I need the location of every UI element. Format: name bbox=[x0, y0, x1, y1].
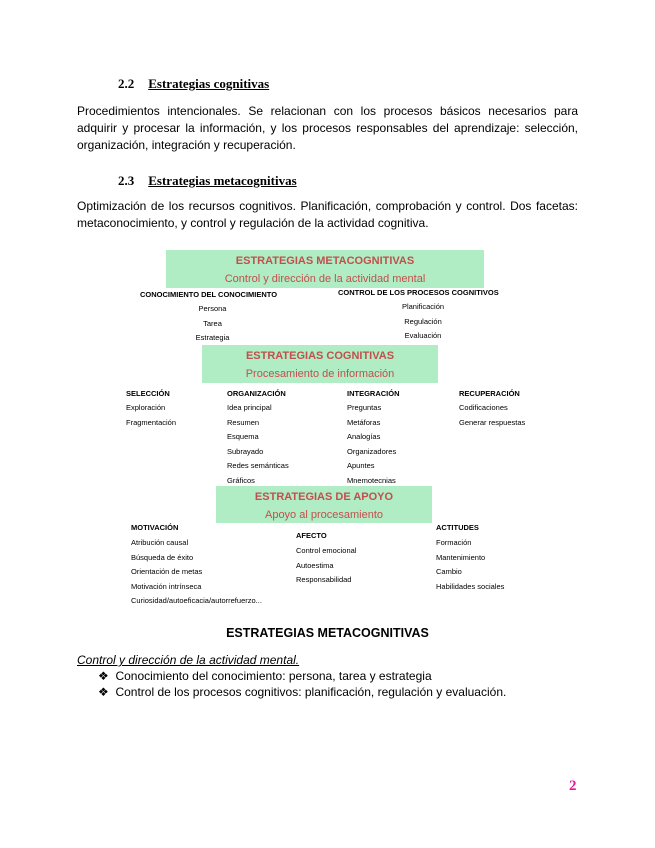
list-item: Mnemotecnias bbox=[347, 475, 396, 485]
group-heading: CONOCIMIENTO DEL CONOCIMIENTO bbox=[140, 290, 278, 299]
list-item: Organizadores bbox=[347, 446, 397, 456]
list-item: Estrategia bbox=[195, 333, 230, 342]
list-item: Esquema bbox=[227, 432, 259, 441]
group-list bbox=[390, 302, 456, 346]
box-subtitle: Control y dirección de la actividad mental bbox=[224, 273, 426, 285]
box-subtitle: Procesamiento de información bbox=[245, 368, 395, 380]
list-item: Codificaciones bbox=[459, 403, 508, 412]
list-item: Regulación bbox=[404, 316, 442, 326]
list-item: Preguntas bbox=[347, 403, 382, 412]
list-item: Cambio bbox=[436, 567, 462, 576]
metacognitive-box bbox=[166, 250, 484, 288]
section-2-3-heading: 2.3 Estrategias metacognitivas bbox=[118, 173, 297, 188]
list-item: Búsqueda de éxito bbox=[131, 552, 194, 562]
list-item: Formación bbox=[436, 538, 472, 547]
list-item: Habilidades sociales bbox=[436, 581, 505, 591]
list-item: Redes semánticas bbox=[227, 461, 289, 470]
section-2-3-text: Optimización de los recursos cognitivos. Planificación, comprobación y control. Dos facetas: metaconocimiento, y control y regulación de la actividad cognitiva. bbox=[77, 199, 578, 230]
bullet-item bbox=[98, 685, 506, 699]
bottom-heading: ESTRATEGIAS METACOGNITIVAS bbox=[226, 626, 429, 640]
list-item: Motivación intrínseca bbox=[131, 581, 202, 591]
cognitive-box bbox=[202, 345, 438, 383]
section-2-2-heading: 2.2 Estrategias cognitivas bbox=[118, 76, 270, 91]
group-heading: CONTROL DE LOS PROCESOS COGNITIVOS bbox=[338, 288, 499, 297]
list-item: Mantenimiento bbox=[436, 552, 486, 562]
list-item: Gráficos bbox=[227, 475, 255, 485]
group-heading: ACTITUDES bbox=[436, 523, 479, 532]
group-list bbox=[131, 538, 262, 611]
list-item: Responsabilidad bbox=[296, 575, 352, 584]
diamond-bullet-icon: ❖ bbox=[98, 669, 109, 683]
group-heading: ORGANIZACIÓN bbox=[227, 389, 286, 398]
list-item: Fragmentación bbox=[126, 417, 177, 427]
section-2-2-text: Procedimientos intencionales. Se relacionan con los procesos básicos necesarios para adquirir y procesar la información, y los procesos responsables del aprendizaje: selección, organización, integración y recuperación. bbox=[77, 104, 578, 152]
list-item: Control emocional bbox=[296, 546, 357, 555]
group-list bbox=[180, 304, 245, 348]
bottom-subheading: Control y dirección de la actividad mental. bbox=[77, 653, 300, 667]
list-item: Analogías bbox=[347, 432, 381, 441]
bullet-text: Conocimiento del conocimiento: persona, tarea y estrategia bbox=[115, 669, 432, 683]
box-subtitle: Apoyo al procesamiento bbox=[264, 509, 383, 521]
list-item: Metáforas bbox=[347, 417, 381, 427]
group-list bbox=[347, 403, 396, 490]
group-heading: AFECTO bbox=[296, 531, 327, 540]
box-title: ESTRATEGIAS DE APOYO bbox=[254, 491, 394, 503]
bullet-text: Control de los procesos cognitivos: planificación, regulación y evaluación. bbox=[115, 685, 507, 699]
list-item: Tarea bbox=[203, 318, 222, 328]
list-item: Orientación de metas bbox=[131, 567, 203, 576]
group-list bbox=[459, 403, 525, 432]
group-list bbox=[436, 538, 504, 596]
group-heading: RECUPERACIÓN bbox=[459, 389, 520, 398]
list-item: Planificación bbox=[401, 302, 445, 311]
group-list bbox=[126, 403, 176, 432]
group-heading: INTEGRACIÓN bbox=[347, 389, 400, 398]
bullet-item bbox=[98, 669, 432, 683]
box-title: ESTRATEGIAS COGNITIVAS bbox=[245, 350, 395, 362]
box-title: ESTRATEGIAS METACOGNITIVAS bbox=[235, 255, 415, 267]
group-list bbox=[296, 546, 356, 590]
list-item: Exploración bbox=[126, 403, 166, 412]
list-item: Subrayado bbox=[227, 446, 264, 456]
list-item: Persona bbox=[198, 304, 227, 313]
group-heading: MOTIVACIÓN bbox=[131, 523, 179, 532]
list-item: Apuntes bbox=[347, 461, 375, 470]
list-item: Generar respuestas bbox=[459, 417, 526, 427]
list-item: Curiosidad/autoeficacia/autorrefuerzo... bbox=[131, 596, 262, 605]
group-heading: SELECCIÓN bbox=[126, 389, 170, 398]
list-item: Evaluación bbox=[404, 331, 442, 340]
list-item: Autoestima bbox=[296, 560, 334, 570]
support-box bbox=[216, 486, 432, 523]
diamond-bullet-icon: ❖ bbox=[98, 685, 109, 699]
list-item: Resumen bbox=[227, 417, 260, 427]
list-item: Atribución causal bbox=[131, 538, 189, 547]
group-list bbox=[227, 403, 289, 490]
page-number: 2 bbox=[569, 778, 577, 794]
list-item: Idea principal bbox=[227, 403, 272, 412]
